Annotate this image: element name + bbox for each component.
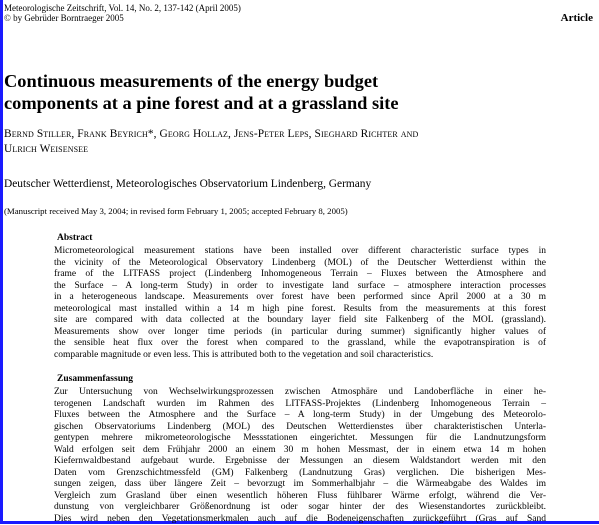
abstract-line: Micrometeorological measurement stations have been installed over different characteristic surface types in xyxy=(54,246,546,258)
zusammenfassung-line: Dies wird neben den Vegetationsmerkmalen auch auf die Bodeneigenschaften zurückgeführt (Gras auf Sand xyxy=(54,514,546,525)
title-line: components at a pine forest and at a grassland site xyxy=(4,92,594,114)
zusammenfassung-line: Vergleich zum Grasland über einen wesentlich höheren Fluss fühlbarer Wärme erfolgt, während die Ver- xyxy=(54,491,546,503)
journal-header xyxy=(4,3,241,23)
abstract-line: the Surface – A long-term Study) in order to investigate land surface – atmosphere interaction processes xyxy=(54,281,546,293)
author-list xyxy=(4,127,598,157)
journal-line: Meteorologische Zeitschrift, Vol. 14, No. 2, 137-142 (April 2005) xyxy=(4,3,241,13)
title-line: Continuous measurements of the energy budget xyxy=(4,70,594,92)
manuscript-dates: (Manuscript received May 3, 2004; in revised form February 1, 2005; accepted February 8, 2005) xyxy=(4,206,348,216)
author-line: Bernd Stiller, Frank Beyrich*, Georg Hollaz, Jens-Peter Leps, Sieghard Richter and xyxy=(4,127,598,142)
article-type-label: Article xyxy=(561,12,593,24)
page-frame-left xyxy=(0,0,3,524)
zusammenfassung-line: terogenen Landschaft wurden im Rahmen des LITFASS-Projektes (Lindenberg Inhomogeneous Terrain – xyxy=(54,399,546,411)
zusammenfassung-line: Fluxes between the Atmosphere and the Surface – A long-term Study) in der Umgebung des Meteorolo- xyxy=(54,410,546,422)
zusammenfassung-line: gischen Observatoriums Lindenberg (MOL) des Deutschen Wetterdienstes über charakteristischen Unterla- xyxy=(54,422,546,434)
zusammenfassung-body xyxy=(54,387,546,525)
copyright-text: by Gebrüder Borntraeger 2005 xyxy=(13,13,124,23)
abstract-body xyxy=(54,246,546,361)
abstract-heading: Abstract xyxy=(57,233,92,243)
abstract-line: comparable magnitude or even less. This is attributed both to the vegetation and soil characteristics. xyxy=(54,350,546,362)
abstract-line: the vicinity of the Meteorological Observatory Lindenberg (MOL) of the Deutscher Wetterdienst within the xyxy=(54,258,546,270)
abstract-line: frame of the LITFASS project (Lindenberg Inhomogeneous Terrain – Fluxes between the Atmosphere and xyxy=(54,269,546,281)
abstract-line: in a heterogeneous landscape. Measurements over forest have been performed since April 2000 at a 30 m xyxy=(54,292,546,304)
author-line: Ulrich Weisensee xyxy=(4,142,598,157)
abstract-line: the sensible heat flux over the forest when compared to the grassland, while the evapotranspiration is of xyxy=(54,338,546,350)
copyright-icon: © xyxy=(4,13,11,23)
paper-title xyxy=(4,70,594,114)
zusammenfassung-line: Kiefernwaldbestand aufgebaut wurde. Ergebnisse der Messungen an diesem Waldstandort werden mit den xyxy=(54,456,546,468)
zusammenfassung-line: Zur Untersuchung von Wechselwirkungsprozessen zwischen Atmosphäre und Landoberfläche in einer he- xyxy=(54,387,546,399)
zusammenfassung-line: Daten vom Grenzschichtmessfeld (GM) Falkenberg (Landnutzung Gras) verglichen. Die bisherigen Mes- xyxy=(54,468,546,480)
abstract-line: Measurements show over longer time periods (in particular during summer) significantly higher values of xyxy=(54,327,546,339)
zusammenfassung-line: sungen zeigen, dass über längere Zeit – bevorzugt im Sommerhalbjahr – die Wärmeabgabe des Waldes im xyxy=(54,479,546,491)
zusammenfassung-line: Wald erfolgen seit dem Frühjahr 2000 an einem 30 m hohen Messmast, der in einem etwa 14 m hohen xyxy=(54,445,546,457)
copyright-line xyxy=(4,13,241,23)
abstract-line: meteorological mast installed within a 14 m high pine forest. Results from the measurements at this forest xyxy=(54,304,546,316)
zusammenfassung-heading: Zusammenfassung xyxy=(57,374,133,384)
zusammenfassung-line: gentypen mehrere mikrometeorologische Messstationen eingerichtet. Messungen für die Landnutzungsform xyxy=(54,433,546,445)
zusammenfassung-line: dunstung von vergleichbarer Größenordnung ist oder sogar hinter der des Wiesenstandortes zurückbleibt. xyxy=(54,502,546,514)
abstract-line: site are compared with data collected at the boundary layer field site Falkenberg of the MOL (grassland). xyxy=(54,315,546,327)
affiliation: Deutscher Wetterdienst, Meteorologisches Observatorium Lindenberg, Germany xyxy=(4,178,371,190)
